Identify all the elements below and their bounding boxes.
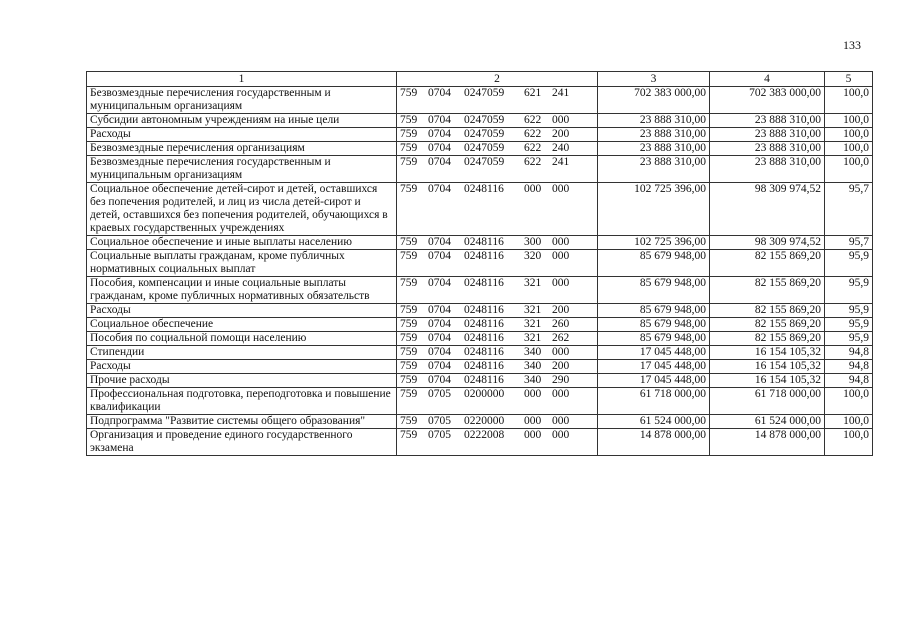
code-section: 0704 (428, 277, 451, 289)
row-name: Организация и проведение единого государственного экзамена (87, 429, 397, 456)
code-section: 0704 (428, 360, 451, 372)
code-type: 000 (524, 415, 542, 427)
code-target: 0248116 (464, 332, 504, 344)
code-kosgu: 260 (552, 318, 570, 330)
row-plan-amount: 102 725 396,00 (598, 183, 710, 236)
row-fact-amount: 23 888 310,00 (710, 156, 825, 183)
row-codes (397, 128, 598, 142)
code-target: 0247059 (464, 128, 505, 140)
code-group (400, 374, 594, 387)
row-fact-amount: 82 155 869,20 (710, 250, 825, 277)
code-section: 0705 (428, 415, 451, 427)
row-plan-amount: 85 679 948,00 (598, 304, 710, 318)
code-type: 622 (524, 142, 542, 154)
code-type: 622 (524, 114, 542, 126)
code-section: 0704 (428, 332, 451, 344)
code-kosgu: 200 (552, 304, 570, 316)
code-kosgu: 000 (552, 346, 570, 358)
code-target: 0248116 (464, 346, 504, 358)
row-percent: 95,7 (825, 183, 873, 236)
code-admin: 759 (400, 429, 418, 441)
row-codes (397, 183, 598, 236)
code-target: 0248116 (464, 277, 504, 289)
code-admin: 759 (400, 304, 418, 316)
code-admin: 759 (400, 250, 418, 262)
row-name: Безвозмездные перечисления государственным и муниципальным организациям (87, 87, 397, 114)
code-group (400, 304, 594, 317)
row-plan-amount: 17 045 448,00 (598, 374, 710, 388)
code-section: 0704 (428, 128, 451, 140)
row-plan-amount: 102 725 396,00 (598, 236, 710, 250)
row-fact-amount: 82 155 869,20 (710, 304, 825, 318)
table-row (87, 250, 873, 277)
code-group (400, 429, 594, 442)
code-kosgu: 000 (552, 114, 570, 126)
code-group (400, 114, 594, 127)
code-target: 0248116 (464, 250, 504, 262)
code-group (400, 332, 594, 345)
code-kosgu: 241 (552, 87, 570, 99)
row-fact-amount: 82 155 869,20 (710, 277, 825, 304)
code-admin: 759 (400, 360, 418, 372)
code-type: 321 (524, 304, 542, 316)
code-group (400, 250, 594, 263)
code-type: 340 (524, 346, 542, 358)
code-target: 0248116 (464, 236, 504, 248)
row-codes (397, 388, 598, 415)
row-name: Профессиональная подготовка, переподготовка и повышение квалификации (87, 388, 397, 415)
code-admin: 759 (400, 114, 418, 126)
row-codes (397, 374, 598, 388)
code-target: 0200000 (464, 388, 505, 400)
code-section: 0705 (428, 429, 451, 441)
code-target: 0220000 (464, 415, 505, 427)
row-name: Безвозмездные перечисления государственным и муниципальным организациям (87, 156, 397, 183)
row-fact-amount: 82 155 869,20 (710, 318, 825, 332)
code-type: 300 (524, 236, 542, 248)
row-name: Социальное обеспечение (87, 318, 397, 332)
row-plan-amount: 61 718 000,00 (598, 388, 710, 415)
row-plan-amount: 85 679 948,00 (598, 332, 710, 346)
row-plan-amount: 85 679 948,00 (598, 250, 710, 277)
row-plan-amount: 23 888 310,00 (598, 142, 710, 156)
row-plan-amount: 23 888 310,00 (598, 114, 710, 128)
code-type: 000 (524, 183, 542, 195)
code-section: 0704 (428, 142, 451, 154)
code-type: 000 (524, 429, 542, 441)
code-admin: 759 (400, 277, 418, 289)
row-percent: 100,0 (825, 388, 873, 415)
table-row (87, 304, 873, 318)
row-name: Субсидии автономным учреждениям на иные цели (87, 114, 397, 128)
row-percent: 95,9 (825, 277, 873, 304)
row-codes (397, 346, 598, 360)
row-codes (397, 332, 598, 346)
row-plan-amount: 702 383 000,00 (598, 87, 710, 114)
code-kosgu: 000 (552, 388, 570, 400)
row-plan-amount: 23 888 310,00 (598, 128, 710, 142)
row-fact-amount: 16 154 105,32 (710, 360, 825, 374)
code-group (400, 236, 594, 249)
row-plan-amount: 17 045 448,00 (598, 346, 710, 360)
code-type: 000 (524, 388, 542, 400)
row-codes (397, 114, 598, 128)
code-target: 0222008 (464, 429, 505, 441)
code-section: 0704 (428, 374, 451, 386)
code-section: 0704 (428, 304, 451, 316)
code-admin: 759 (400, 87, 418, 99)
row-codes (397, 415, 598, 429)
row-percent: 100,0 (825, 156, 873, 183)
code-section: 0704 (428, 87, 451, 99)
row-name: Пособия по социальной помощи населению (87, 332, 397, 346)
code-group (400, 360, 594, 373)
row-codes (397, 87, 598, 114)
row-name: Стипендии (87, 346, 397, 360)
table-row (87, 156, 873, 183)
code-kosgu: 290 (552, 374, 570, 386)
code-admin: 759 (400, 415, 418, 427)
row-codes (397, 360, 598, 374)
code-target: 0247059 (464, 114, 505, 126)
row-name: Расходы (87, 128, 397, 142)
code-target: 0247059 (464, 156, 505, 168)
code-type: 340 (524, 374, 542, 386)
code-section: 0704 (428, 156, 451, 168)
column-header-3: 3 (598, 72, 710, 87)
code-section: 0704 (428, 183, 451, 195)
row-percent: 100,0 (825, 114, 873, 128)
code-type: 321 (524, 318, 542, 330)
code-type: 321 (524, 332, 542, 344)
code-type: 340 (524, 360, 542, 372)
row-fact-amount: 82 155 869,20 (710, 332, 825, 346)
page-number: 133 (843, 38, 861, 52)
code-group (400, 128, 594, 141)
code-type: 320 (524, 250, 542, 262)
table-row (87, 142, 873, 156)
row-codes (397, 142, 598, 156)
code-target: 0247059 (464, 142, 505, 154)
table-row (87, 429, 873, 456)
row-name: Безвозмездные перечисления организациям (87, 142, 397, 156)
code-kosgu: 000 (552, 415, 570, 427)
row-name: Прочие расходы (87, 374, 397, 388)
row-fact-amount: 23 888 310,00 (710, 128, 825, 142)
code-section: 0704 (428, 114, 451, 126)
row-fact-amount: 16 154 105,32 (710, 346, 825, 360)
table-header-row (87, 72, 873, 87)
code-kosgu: 240 (552, 142, 570, 154)
row-fact-amount: 23 888 310,00 (710, 142, 825, 156)
row-name: Социальные выплаты гражданам, кроме публичных нормативных социальных выплат (87, 250, 397, 277)
code-admin: 759 (400, 374, 418, 386)
code-kosgu: 262 (552, 332, 570, 344)
table-row (87, 360, 873, 374)
code-kosgu: 000 (552, 277, 570, 289)
row-codes (397, 250, 598, 277)
row-name: Пособия, компенсации и иные социальные выплаты гражданам, кроме публичных нормативных обязательств (87, 277, 397, 304)
row-codes (397, 156, 598, 183)
row-fact-amount: 702 383 000,00 (710, 87, 825, 114)
code-type: 622 (524, 156, 542, 168)
row-fact-amount: 98 309 974,52 (710, 236, 825, 250)
table-row (87, 236, 873, 250)
row-codes (397, 429, 598, 456)
row-name: Социальное обеспечение и иные выплаты населению (87, 236, 397, 250)
code-admin: 759 (400, 388, 418, 400)
table-row (87, 183, 873, 236)
row-name: Расходы (87, 304, 397, 318)
code-kosgu: 000 (552, 429, 570, 441)
row-plan-amount: 61 524 000,00 (598, 415, 710, 429)
row-codes (397, 318, 598, 332)
row-fact-amount: 61 718 000,00 (710, 388, 825, 415)
row-name: Расходы (87, 360, 397, 374)
row-percent: 95,9 (825, 304, 873, 318)
code-admin: 759 (400, 318, 418, 330)
code-section: 0704 (428, 250, 451, 262)
table-row (87, 87, 873, 114)
row-percent: 94,8 (825, 360, 873, 374)
code-admin: 759 (400, 236, 418, 248)
table-row (87, 388, 873, 415)
code-group (400, 183, 594, 196)
code-target: 0248116 (464, 183, 504, 195)
code-admin: 759 (400, 183, 418, 195)
row-plan-amount: 85 679 948,00 (598, 318, 710, 332)
budget-table (86, 71, 873, 456)
row-percent: 95,9 (825, 332, 873, 346)
table-row (87, 332, 873, 346)
code-kosgu: 200 (552, 360, 570, 372)
row-percent: 95,9 (825, 318, 873, 332)
column-header-2: 2 (397, 72, 598, 87)
code-group (400, 388, 594, 401)
code-group (400, 87, 594, 100)
row-percent: 94,8 (825, 374, 873, 388)
code-group (400, 415, 594, 428)
row-percent: 100,0 (825, 128, 873, 142)
code-section: 0705 (428, 388, 451, 400)
table-row (87, 415, 873, 429)
row-percent: 100,0 (825, 415, 873, 429)
code-kosgu: 000 (552, 236, 570, 248)
code-target: 0248116 (464, 304, 504, 316)
table-row (87, 346, 873, 360)
code-kosgu: 200 (552, 128, 570, 140)
code-kosgu: 241 (552, 156, 570, 168)
table-row (87, 277, 873, 304)
row-fact-amount: 16 154 105,32 (710, 374, 825, 388)
row-plan-amount: 23 888 310,00 (598, 156, 710, 183)
code-group (400, 318, 594, 331)
row-plan-amount: 17 045 448,00 (598, 360, 710, 374)
code-admin: 759 (400, 142, 418, 154)
code-admin: 759 (400, 332, 418, 344)
code-admin: 759 (400, 128, 418, 140)
column-header-1: 1 (87, 72, 397, 87)
row-percent: 100,0 (825, 142, 873, 156)
row-fact-amount: 98 309 974,52 (710, 183, 825, 236)
row-plan-amount: 14 878 000,00 (598, 429, 710, 456)
row-codes (397, 236, 598, 250)
row-name: Социальное обеспечение детей-сирот и детей, оставшихся без попечения родителей, и лиц из числа детей-сирот и детей, оставшихся без попечения родителей, обучающихся в краевых государственных учреждениях (87, 183, 397, 236)
code-group (400, 156, 594, 169)
row-percent: 94,8 (825, 346, 873, 360)
table-body (87, 87, 873, 456)
code-admin: 759 (400, 346, 418, 358)
row-fact-amount: 23 888 310,00 (710, 114, 825, 128)
code-section: 0704 (428, 346, 451, 358)
code-section: 0704 (428, 236, 451, 248)
code-group (400, 142, 594, 155)
row-fact-amount: 61 524 000,00 (710, 415, 825, 429)
table-row (87, 318, 873, 332)
row-codes (397, 304, 598, 318)
code-type: 321 (524, 277, 542, 289)
row-percent: 100,0 (825, 429, 873, 456)
row-percent: 95,7 (825, 236, 873, 250)
column-header-5: 5 (825, 72, 873, 87)
row-percent: 95,9 (825, 250, 873, 277)
code-target: 0248116 (464, 318, 504, 330)
row-plan-amount: 85 679 948,00 (598, 277, 710, 304)
code-group (400, 346, 594, 359)
code-target: 0248116 (464, 374, 504, 386)
code-group (400, 277, 594, 290)
table-row (87, 374, 873, 388)
code-kosgu: 000 (552, 183, 570, 195)
code-section: 0704 (428, 318, 451, 330)
code-type: 621 (524, 87, 542, 99)
code-target: 0247059 (464, 87, 505, 99)
table-row (87, 128, 873, 142)
row-name: Подпрограмма "Развитие системы общего образования" (87, 415, 397, 429)
row-percent: 100,0 (825, 87, 873, 114)
column-header-4: 4 (710, 72, 825, 87)
code-target: 0248116 (464, 360, 504, 372)
row-fact-amount: 14 878 000,00 (710, 429, 825, 456)
code-kosgu: 000 (552, 250, 570, 262)
row-codes (397, 277, 598, 304)
code-admin: 759 (400, 156, 418, 168)
table-row (87, 114, 873, 128)
code-type: 622 (524, 128, 542, 140)
